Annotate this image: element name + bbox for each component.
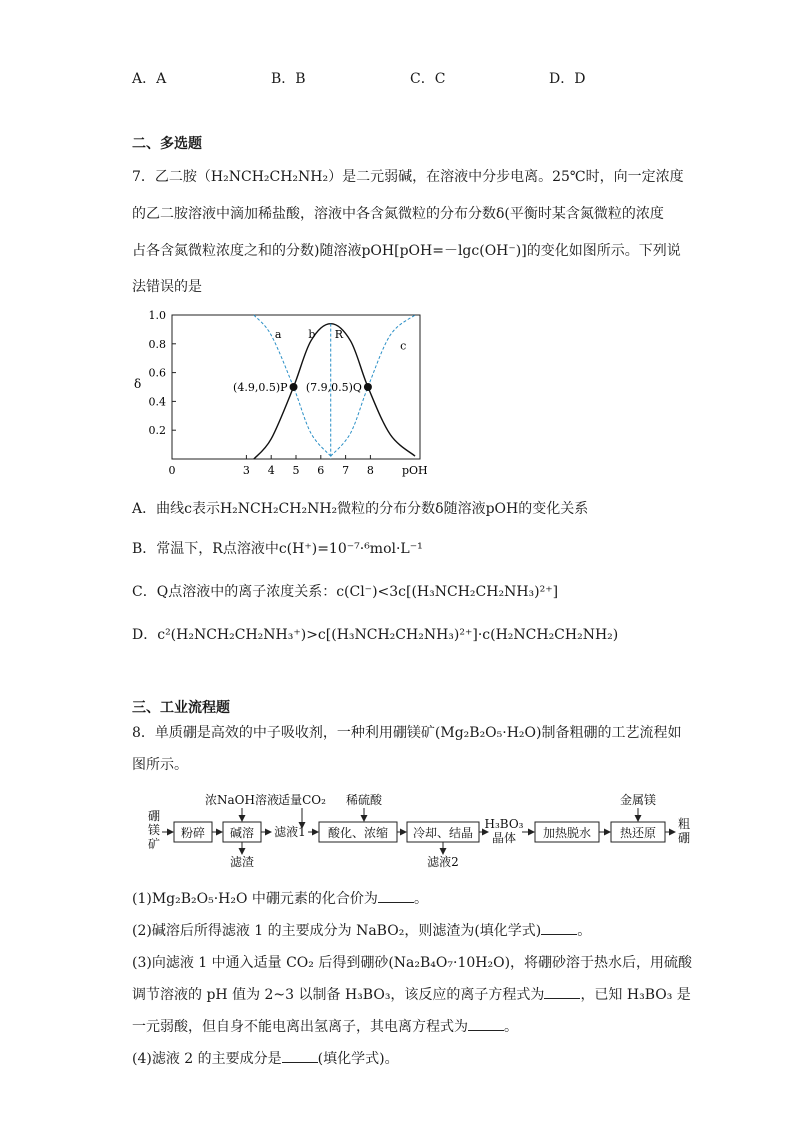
answer-blank-2[interactable] — [541, 922, 577, 935]
section-title-multi-choice: 二、多选题 — [132, 136, 202, 152]
q7-option-a: A．曲线c表示H₂NCH₂CH₂NH₂微粒的分布分数δ随溶液pOH的变化关系 — [132, 501, 589, 517]
flow-box-acidify-concentrate-label: 酸化、浓缩 — [327, 826, 389, 840]
label-curve-b: b — [308, 328, 316, 342]
flow-input-naoh: 浓NaOH溶液 — [205, 793, 279, 807]
section-title-process-flow: 三、工业流程题 — [132, 700, 230, 716]
flow-h3bo3-crystal: 晶体 — [491, 831, 517, 845]
q8-sub3-line3 — [132, 1016, 518, 1036]
q8-sub4-end: (填化学式)。 — [317, 1051, 399, 1067]
y-tick-label: 0.2 — [148, 424, 166, 438]
flow-box-alkali-dissolve-label: 碱溶 — [229, 826, 255, 840]
y-tick-label: 0.8 — [148, 337, 166, 351]
q6-option-a: A．A — [132, 71, 167, 87]
flow-input-magnesium: 金属镁 — [619, 793, 657, 807]
q7-option-b: B．常温下，R点溶液中c(H⁺)=10⁻⁷·⁶mol·L⁻¹ — [132, 541, 423, 557]
q8-sub3-line2-text: 调节溶液的 pH 值为 2~3 以制备 H₃BO₃，该反应的离子方程式为 — [132, 987, 545, 1003]
q8-sub3-line3-end: 。 — [504, 1019, 518, 1035]
q8-sub3-line2 — [132, 984, 691, 1004]
point-p — [290, 383, 298, 391]
flow-end-char1: 粗 — [678, 817, 691, 831]
q7-stem-line3: 占各含氮微粒浓度之和的分数)随溶液pOH[pOH=－lgc(OH⁻)]的变化如图所示。下列说 — [132, 243, 681, 259]
q8-sub4-text: (4)滤液 2 的主要成分是 — [132, 1051, 282, 1067]
point-q — [364, 383, 372, 391]
q6-option-d: D．D — [549, 71, 586, 87]
q8-sub3-line3-text: 一元弱酸，但自身不能电离出氢离子，其电离方程式为 — [132, 1019, 468, 1035]
q8-sub1-text: (1)Mg₂B₂O₅·H₂O 中硼元素的化合价为 — [132, 891, 378, 907]
q8-sub3-line2-end: ，已知 H₃BO₃ 是 — [580, 987, 691, 1003]
q7-option-d: D．c²(H₂NCH₂CH₂NH₃⁺)>c[(H₃NCH₂CH₂NH₃)²⁺]·c(H₂NCH₂CH₂NH₂) — [132, 627, 619, 643]
q8-stem-line2: 图所示。 — [132, 757, 188, 773]
q8-sub1 — [132, 888, 428, 908]
flow-start-char1: 硼 — [148, 809, 161, 823]
label-curve-c: c — [400, 339, 407, 353]
answer-blank-4[interactable] — [468, 1018, 504, 1031]
q7-stem-line1: 7．乙二胺（H₂NCH₂CH₂NH₂）是二元弱碱，在溶液中分步电离。25℃时，向一定浓度 — [132, 169, 684, 185]
q8-sub2-end: 。 — [577, 923, 592, 939]
answer-blank-3[interactable] — [544, 986, 580, 999]
y-axis-label: δ — [134, 377, 142, 392]
y-tick-label: 1.0 — [148, 309, 166, 322]
q7-stem-line2: 的乙二胺溶液中滴加稀盐酸，溶液中各含氮微粒的分布分数δ(平衡时某含氮微粒的浓度 — [132, 206, 664, 222]
q7-option-c: C．Q点溶液中的离子浓度关系：c(Cl⁻)<3c[(H₃NCH₂CH₂NH₃)²⁺] — [132, 584, 559, 600]
x-axis-label: pOH — [402, 464, 428, 477]
flow-h3bo3: H₃BO₃ — [484, 817, 524, 831]
flow-residue: 滤渣 — [229, 855, 255, 868]
flow-box-thermal-reduction-label: 热还原 — [619, 826, 657, 840]
flow-box-crush-label: 粉碎 — [180, 826, 206, 840]
q8-stem-line1: 8．单质硼是高效的中子吸收剂，一种利用硼镁矿(Mg₂B₂O₅·H₂O)制备粗硼的工艺流程如 — [132, 725, 682, 741]
x-tick-label: 7 — [342, 464, 350, 477]
distribution-chart — [132, 304, 442, 480]
flow-start-char2: 镁 — [148, 823, 161, 837]
q6-option-b: B．B — [271, 71, 306, 87]
q8-sub3-line1: (3)向滤液 1 中通入适量 CO₂ 后得到硼砂(Na₂B₄O₇·10H₂O)，将硼砂溶于热水后，用硫酸 — [132, 955, 693, 971]
q8-sub1-end: 。 — [413, 891, 428, 907]
label-curve-a: a — [274, 328, 282, 342]
answer-blank-5[interactable] — [282, 1050, 318, 1063]
flow-box-cool-crystallize-label: 冷却、结晶 — [412, 826, 474, 840]
y-tick-label: 0.6 — [148, 366, 166, 380]
q8-sub2-text: (2)碱溶后所得滤液 1 的主要成分为 NaBO₂，则滤渣为(填化学式) — [132, 923, 542, 939]
process-flow-diagram — [140, 788, 700, 868]
point-label-p: (4.9,0.5)P — [233, 381, 288, 394]
annotation-r: R — [334, 328, 344, 342]
x-tick-label: 6 — [317, 464, 325, 477]
flow-input-co2: 适量CO₂ — [278, 793, 326, 807]
flow-filtrate2: 滤液2 — [427, 855, 459, 868]
x-tick-label: 4 — [267, 464, 275, 477]
answer-blank-1[interactable] — [378, 890, 414, 903]
flow-box-heat-dehydrate-label: 加热脱水 — [542, 826, 592, 840]
q8-sub4 — [132, 1048, 399, 1068]
q8-sub2 — [132, 920, 591, 940]
flow-start-char3: 矿 — [148, 837, 161, 851]
q7-stem-line4: 法错误的是 — [132, 279, 202, 295]
flow-input-h2so4: 稀硫酸 — [345, 793, 383, 807]
y-tick-label: 0.4 — [148, 395, 166, 409]
flow-end-char2: 硼 — [678, 831, 691, 845]
x-tick-label: 3 — [242, 464, 250, 477]
x-tick-label: 0 — [168, 464, 176, 477]
x-tick-label: 8 — [366, 464, 374, 477]
x-tick-label: 5 — [292, 464, 300, 477]
q6-option-c: C．C — [410, 71, 446, 87]
point-label-q: (7.9,0.5)Q — [305, 381, 362, 394]
flow-filtrate1: 滤液1 — [274, 825, 306, 839]
